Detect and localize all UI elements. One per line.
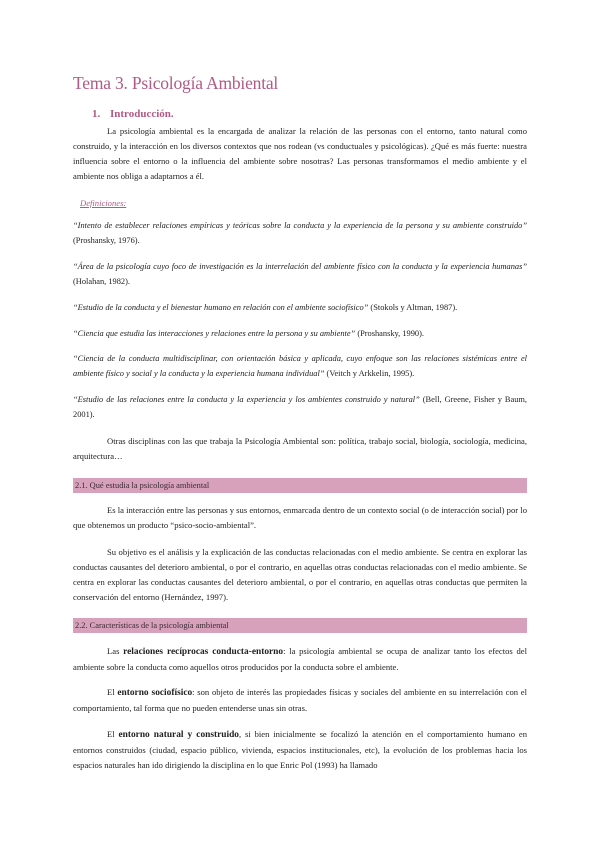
definition-quote: “Intento de establecer relaciones empíricas y teóricas sobre la conducta y la experiencia de la persona y su ambiente construido”	[73, 221, 527, 230]
key-term: entorno natural y construido	[118, 730, 239, 740]
definitions-heading: Definiciones:	[80, 198, 127, 208]
definition-quote: “Ciencia que estudia las interacciones y relaciones entre la persona y su ambiente”	[73, 329, 356, 338]
definition-source: (Stokols y Altman, 1987).	[368, 303, 458, 312]
subsection-band-2-2: 2.2. Características de la psicología ambiental	[73, 618, 527, 633]
lead-text: El	[107, 729, 119, 739]
definition-item	[73, 300, 527, 315]
document-title: Tema 3. Psicología Ambiental	[73, 73, 279, 93]
definition-source: (Holahan, 1982).	[73, 277, 130, 286]
definition-quote: “Estudio de las relaciones entre la conducta y la experiencia y los ambientes construido y natural”	[73, 395, 420, 404]
definition-quote: “Estudio de la conducta y el bienestar humano en relación con el ambiente sociofísico”	[73, 303, 369, 312]
characteristic-paragraph	[73, 685, 527, 716]
paragraph-2-1-a: Es la interacción entre las personas y sus entornos, enmarcada dentro de un contexto social (o de interacción social) por lo que obtenemos un producto “psico-socio-ambiental”.	[73, 505, 527, 530]
definition-item	[73, 218, 527, 248]
definition-item	[73, 392, 527, 422]
definition-source: (Proshansky, 1990).	[355, 329, 424, 338]
body-text: , si bien inicialmente se focalizó la atención en el comportamiento humano en entornos construidos (ciudad, espacio público, vivienda, espacios institucionales, etc), la evolución de los problemas hacia los espacios naturales han ido dirigiendo la disciplina en lo que Enric Pol (1993) ha llamado	[73, 729, 527, 770]
section-number: 1.	[92, 108, 101, 120]
definition-source: (Proshansky, 1976).	[73, 236, 140, 245]
paragraph-2-1-b: Su objetivo es el análisis y la explicación de las conductas relacionadas con el medio ambiente. Se centra en explorar las conductas causantes del deterioro ambiental, o por el contrario, en aquellas otras conductas relacionadas con el medio ambiente. Se centra en explorar las conductas causantes del deterioro ambiental, o por el contrario, en aquellas otras conductas que permiten la conservación del entorno (Hernández, 1997).	[73, 547, 527, 602]
other-disciplines-paragraph: Otras disciplinas con las que trabaja la Psicología Ambiental son: política, trabajo social, biología, sociología, medicina, arquitectura…	[73, 436, 527, 461]
key-term: relaciones recíprocas conducta-entorno	[123, 647, 284, 657]
characteristic-paragraph	[73, 727, 527, 773]
definition-source: (Bell, Greene, Fisher y Baum, 2001).	[73, 395, 527, 419]
lead-text: Las	[107, 646, 124, 656]
section-title: Introducción.	[110, 108, 174, 120]
definition-item	[73, 259, 527, 289]
definition-item	[73, 326, 527, 341]
definition-quote: “Área de la psicología cuyo foco de investigación es la interrelación del ambiente físico con la conducta y la experiencia humanas”	[73, 262, 527, 271]
definition-quote: “Ciencia de la conducta multidisciplinar, con orientación básica y aplicada, cuyo enfoque son las relaciones sistémicas entre el ambiente físico y social y la conducta y la experiencia humana individual”	[73, 354, 527, 378]
lead-text: El	[107, 687, 118, 697]
intro-paragraph: La psicología ambiental es la encargada de analizar la relación de las personas con el entorno, tanto natural como construido, y la interacción en los diversos contextos que nos rodean (vs conductuales y psicológicas). ¿Qué es más fuerte: nuestra influencia sobre el entorno o la influencia del ambiente sobre nosotras? Las personas transformamos el medio ambiente y el ambiente nos obliga a adaptarnos a él.	[73, 126, 527, 181]
definition-source: (Veitch y Arkkelin, 1995).	[324, 369, 415, 378]
subsection-band-2-1: 2.1. Qué estudia la psicología ambiental	[73, 478, 527, 493]
body-text: : son objeto de interés las propiedades físicas y sociales del ambiente en su interrelación con el comportamiento, tal forma que no pueden entenderse unas sin otras.	[73, 687, 527, 713]
section-heading-introduccion	[92, 108, 174, 120]
key-term: entorno sociofísico	[117, 688, 193, 698]
characteristic-paragraph	[73, 644, 527, 675]
body-text: : la psicología ambiental se ocupa de analizar tanto los efectos del ambiente sobre la conducta como aquellos otros producidos por la conducta sobre el ambiente.	[73, 646, 527, 672]
definition-item	[73, 351, 527, 381]
